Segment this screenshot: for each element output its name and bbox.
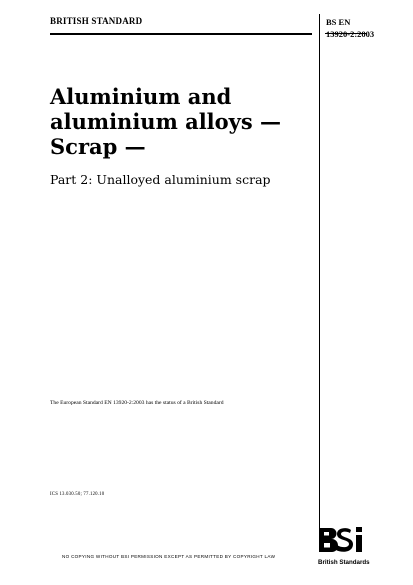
header-rule <box>50 33 312 35</box>
title-line-2: aluminium alloys — <box>50 109 281 134</box>
classification-code: ICS 13.030.50; 77.120.10 <box>50 492 105 497</box>
publisher-label: BRITISH STANDARD <box>50 16 143 26</box>
document-title <box>50 84 312 159</box>
document-id <box>326 16 374 40</box>
bsi-logo <box>318 524 370 576</box>
vertical-divider <box>319 14 320 534</box>
copyright-notice: NO COPYING WITHOUT BSI PERMISSION EXCEPT AS PERMITTED BY COPYRIGHT LAW <box>62 554 276 559</box>
bsi-logo-caption: British Standards <box>318 559 370 566</box>
status-note: The European Standard EN 13920-2:2003 has the status of a British Standard <box>50 400 224 406</box>
title-line-1: Aluminium and <box>50 84 232 109</box>
bsi-logo-mark <box>318 524 366 556</box>
document-subtitle: Part 2: Unalloyed aluminium scrap <box>50 172 271 187</box>
bsi-logo-icon <box>318 524 366 556</box>
title-line-3: Scrap — <box>50 134 146 159</box>
document-id-number: 13920-2:2003 <box>326 29 375 39</box>
document-id-prefix: BS EN <box>326 17 351 27</box>
